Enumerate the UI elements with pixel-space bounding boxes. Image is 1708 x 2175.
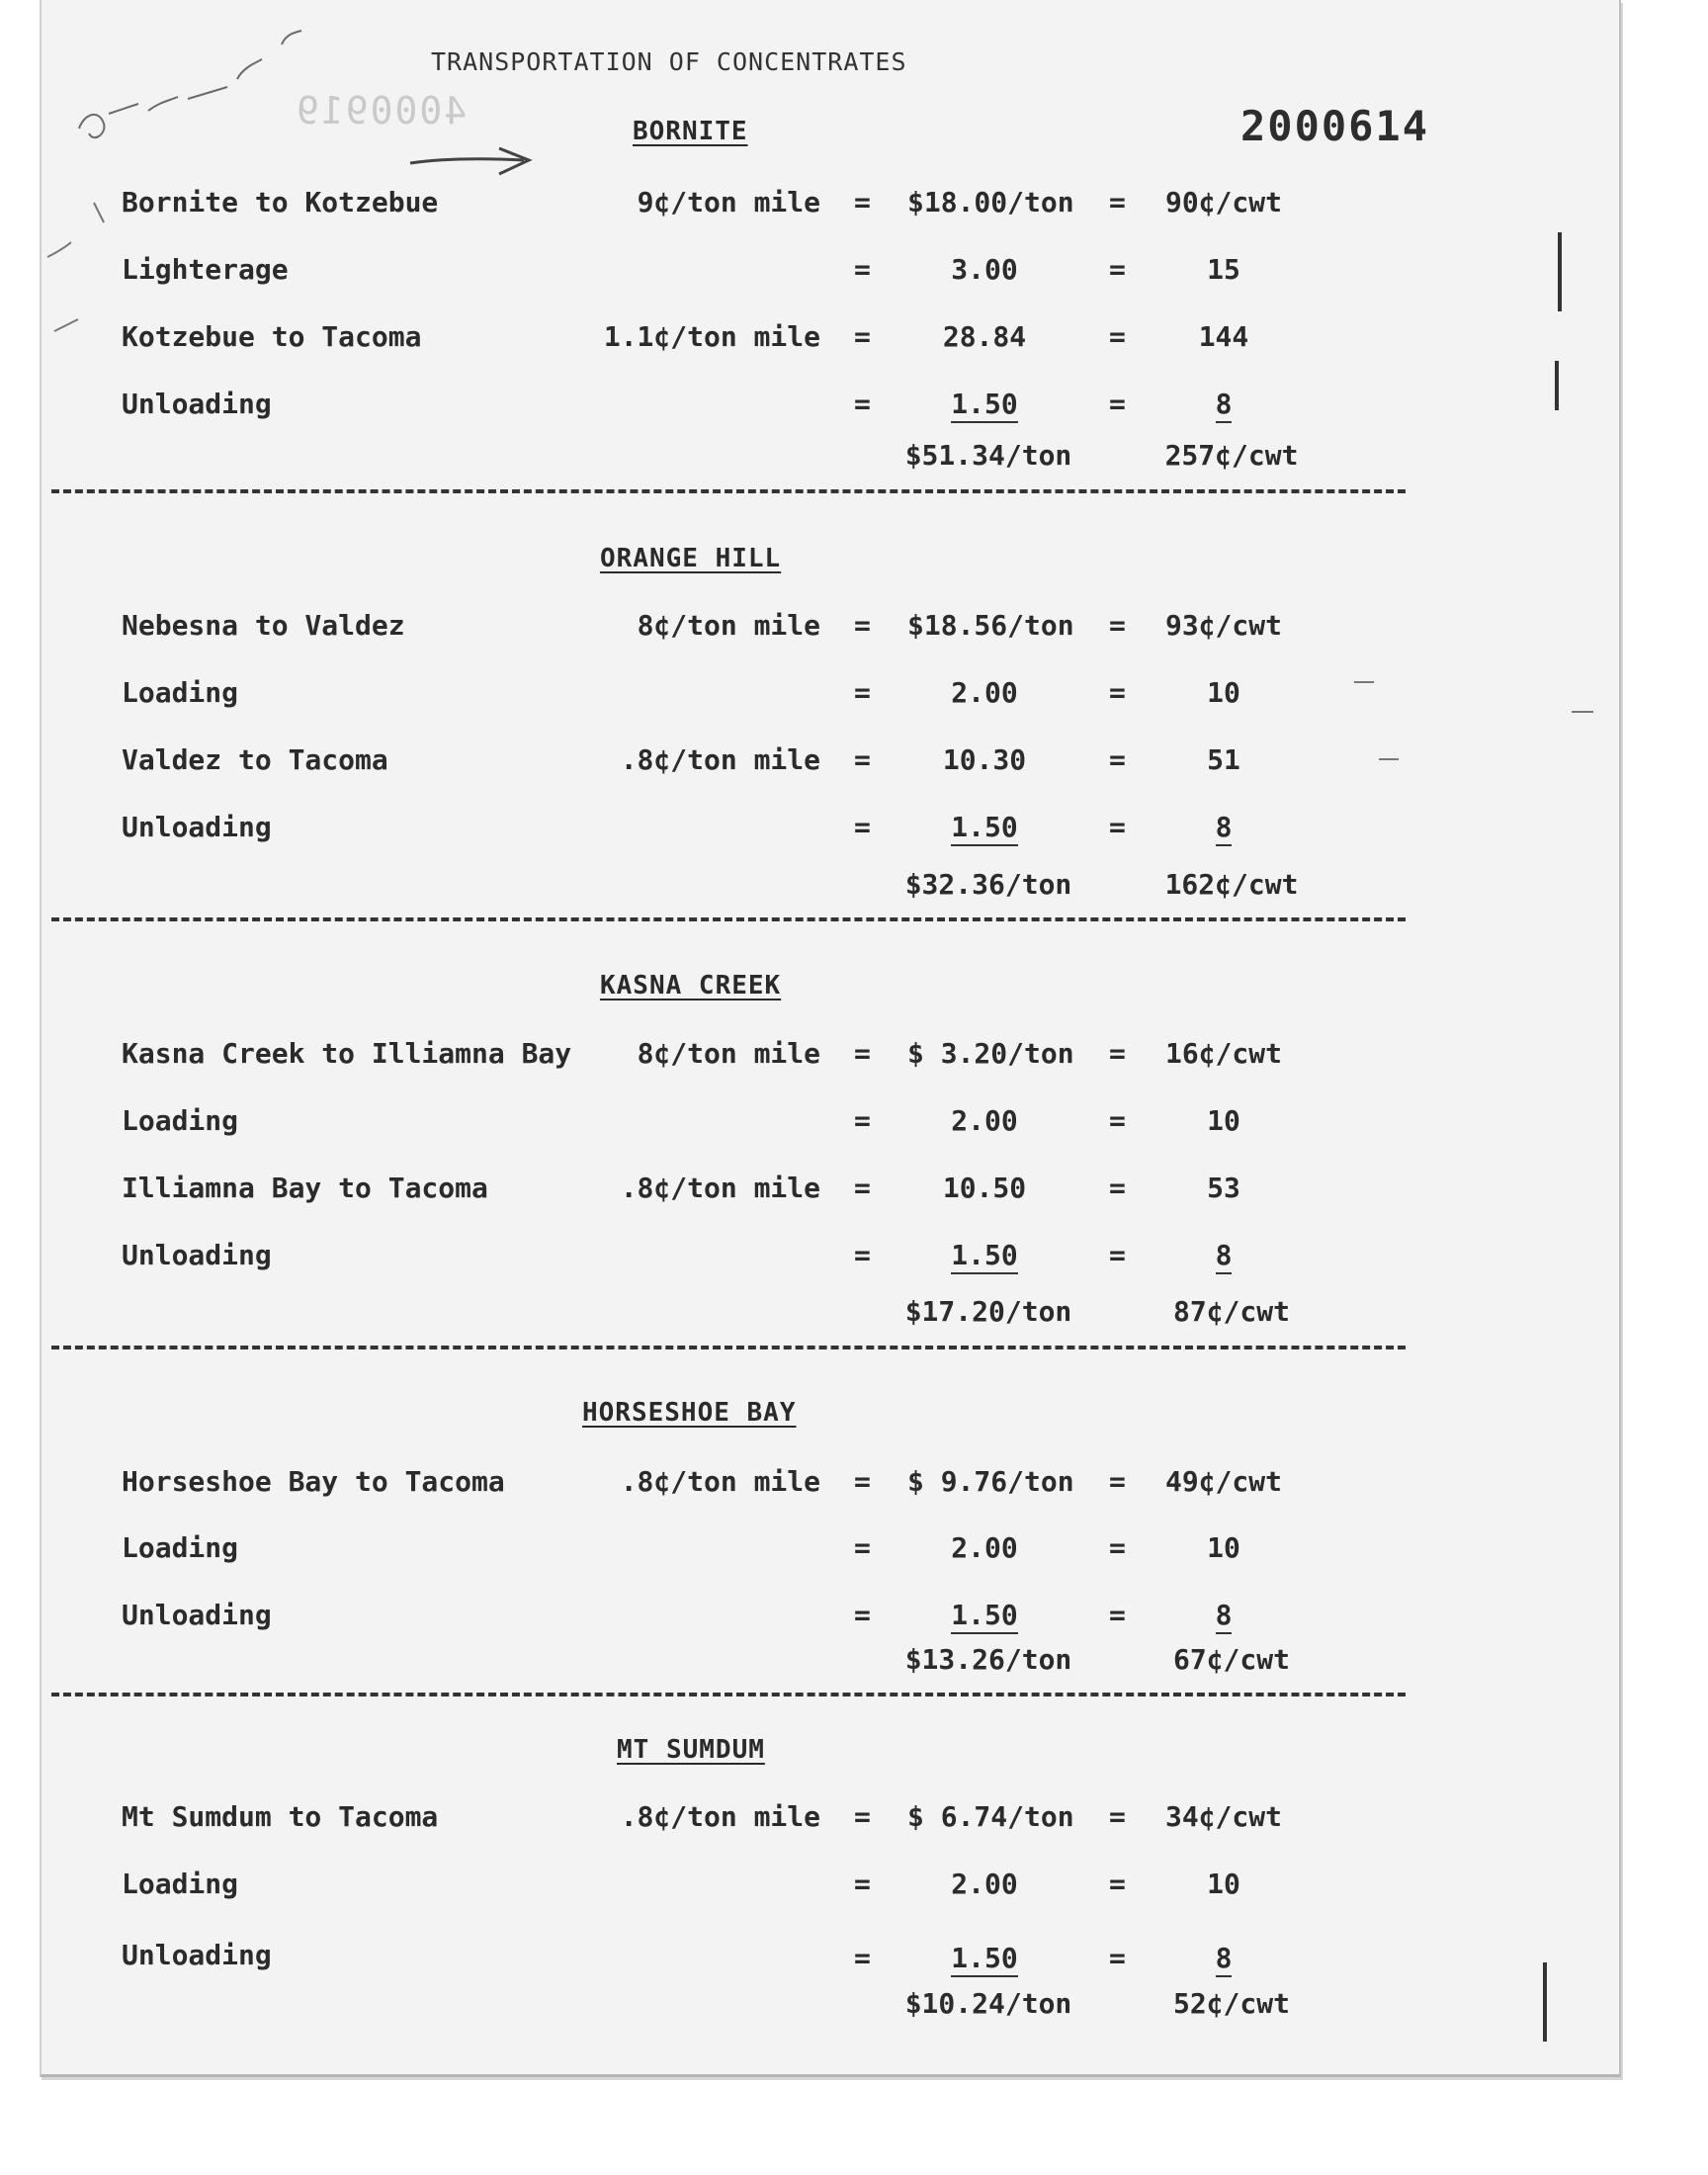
cwt-underlined: 8: [1216, 1239, 1233, 1274]
amount-value: [907, 1599, 1062, 1631]
cwt-value: 144: [1198, 320, 1249, 353]
rate-value: 1.1¢/ton mile: [603, 320, 820, 353]
amount-underlined: 1.50: [951, 1239, 1017, 1274]
total-cwt: 67¢/cwt: [1172, 1643, 1290, 1676]
equals-sign: =: [1109, 320, 1126, 353]
cwt-value: 10: [1207, 676, 1240, 709]
total-cwt: 52¢/cwt: [1172, 1987, 1290, 2020]
section-divider: [51, 917, 1406, 921]
amount-value: 2.00: [951, 676, 1018, 709]
cwt-value: 10: [1207, 1868, 1240, 1900]
document-title: TRANSPORTATION OF CONCENTRATES: [431, 47, 907, 76]
rate-value: 8¢/ton mile: [637, 1037, 820, 1070]
equals-sign: =: [1109, 1239, 1126, 1271]
amount-value: 2.00: [951, 1104, 1018, 1137]
cwt-value: [1162, 1942, 1285, 1974]
equals-sign: =: [1109, 253, 1126, 286]
equals-sign: =: [1109, 743, 1126, 776]
cwt-value: [1162, 1239, 1285, 1271]
cwt-value: 34¢/cwt: [1164, 1800, 1282, 1833]
route-label: Kasna Creek to Illiamna Bay: [122, 1037, 572, 1070]
section-title-horseshoe-bay: HORSESHOE BAY: [582, 1398, 797, 1428]
cwt-value: 15: [1207, 253, 1240, 286]
section-title-mt-sumdum: MT SUMDUM: [617, 1735, 765, 1765]
route-label: Bornite to Kotzebue: [122, 186, 439, 218]
equals-sign: =: [854, 1465, 871, 1498]
route-label: Loading: [122, 1104, 239, 1137]
cwt-value: 51: [1207, 743, 1240, 776]
section-title-bornite: BORNITE: [633, 117, 748, 146]
amount-value: $ 9.76/ton: [907, 1465, 1074, 1498]
route-label: Loading: [122, 1868, 239, 1900]
document-number: 2000614: [1240, 102, 1430, 150]
equals-sign: =: [854, 1599, 871, 1631]
route-label: Mt Sumdum to Tacoma: [122, 1800, 439, 1833]
amount-underlined: 1.50: [951, 1942, 1017, 1977]
total-amount: $13.26/ton: [904, 1643, 1072, 1676]
faded-stamp: 4000919: [295, 89, 468, 132]
cwt-value: [1162, 388, 1285, 420]
amount-value: 2.00: [951, 1531, 1018, 1564]
amount-value: $18.00/ton: [907, 186, 1074, 218]
equals-sign: =: [1109, 609, 1126, 642]
equals-sign: =: [854, 609, 871, 642]
cwt-value: 10: [1207, 1531, 1240, 1564]
route-label: Kotzebue to Tacoma: [122, 320, 422, 353]
equals-sign: =: [1109, 186, 1126, 218]
equals-sign: =: [1109, 1942, 1126, 1974]
equals-sign: =: [1109, 1465, 1126, 1498]
rate-value: .8¢/ton mile: [620, 1800, 820, 1833]
equals-sign: =: [1109, 1037, 1126, 1070]
route-label: Unloading: [122, 811, 272, 843]
total-amount: $10.24/ton: [904, 1987, 1072, 2020]
section-divider: [51, 1346, 1406, 1349]
equals-sign: =: [854, 186, 871, 218]
amount-underlined: 1.50: [951, 1599, 1017, 1634]
equals-sign: =: [1109, 1800, 1126, 1833]
amount-value: $ 3.20/ton: [907, 1037, 1074, 1070]
amount-value: $18.56/ton: [907, 609, 1074, 642]
section-divider: [51, 489, 1406, 493]
equals-sign: =: [854, 1800, 871, 1833]
equals-sign: =: [854, 253, 871, 286]
section-title-orange-hill: ORANGE HILL: [600, 544, 782, 573]
amount-value: $ 6.74/ton: [907, 1800, 1074, 1833]
route-label: Lighterage: [122, 253, 289, 286]
amount-value: [907, 811, 1062, 843]
equals-sign: =: [1109, 1104, 1126, 1137]
amount-value: 10.30: [942, 743, 1027, 776]
cwt-underlined: 8: [1216, 1599, 1233, 1634]
equals-sign: =: [854, 676, 871, 709]
amount-value: [907, 388, 1062, 420]
amount-value: [907, 1942, 1062, 1974]
total-amount: $17.20/ton: [904, 1295, 1072, 1328]
cwt-underlined: 8: [1216, 811, 1233, 846]
cwt-value: 90¢/cwt: [1164, 186, 1282, 218]
route-label: Unloading: [122, 1239, 272, 1271]
route-label: Loading: [122, 676, 239, 709]
route-label: Horseshoe Bay to Tacoma: [122, 1465, 505, 1498]
cwt-value: 53: [1207, 1172, 1240, 1204]
route-label: Illiamna Bay to Tacoma: [122, 1172, 488, 1204]
equals-sign: =: [1109, 1599, 1126, 1631]
amount-value: [907, 1239, 1062, 1271]
arrow-icon: [410, 159, 524, 163]
equals-sign: =: [854, 1037, 871, 1070]
equals-sign: =: [854, 1172, 871, 1204]
rate-value: 8¢/ton mile: [637, 609, 820, 642]
cwt-value: [1162, 1599, 1285, 1631]
equals-sign: =: [854, 1942, 871, 1974]
amount-underlined: 1.50: [951, 388, 1017, 423]
amount-value: 2.00: [951, 1868, 1018, 1900]
equals-sign: =: [1109, 388, 1126, 420]
total-amount: $51.34/ton: [904, 439, 1072, 472]
amount-value: 28.84: [942, 320, 1027, 353]
equals-sign: =: [854, 1104, 871, 1137]
equals-sign: =: [854, 320, 871, 353]
route-label: Loading: [122, 1531, 239, 1564]
route-label: Nebesna to Valdez: [122, 609, 405, 642]
cwt-value: 16¢/cwt: [1164, 1037, 1282, 1070]
equals-sign: =: [854, 388, 871, 420]
equals-sign: =: [854, 743, 871, 776]
route-label: Valdez to Tacoma: [122, 743, 388, 776]
route-label: Unloading: [122, 1939, 272, 1971]
route-label: Unloading: [122, 1599, 272, 1631]
equals-sign: =: [854, 1531, 871, 1564]
cwt-underlined: 8: [1216, 1942, 1233, 1977]
rate-value: .8¢/ton mile: [620, 1172, 820, 1204]
total-cwt: 87¢/cwt: [1172, 1295, 1290, 1328]
cwt-value: 10: [1207, 1104, 1240, 1137]
equals-sign: =: [854, 1868, 871, 1900]
amount-value: 10.50: [942, 1172, 1027, 1204]
equals-sign: =: [854, 1239, 871, 1271]
cwt-underlined: 8: [1216, 388, 1233, 423]
section-title-kasna-creek: KASNA CREEK: [600, 971, 782, 1000]
equals-sign: =: [1109, 676, 1126, 709]
equals-sign: =: [1109, 1868, 1126, 1900]
cwt-value: 49¢/cwt: [1164, 1465, 1282, 1498]
equals-sign: =: [854, 811, 871, 843]
section-divider: [51, 1693, 1406, 1696]
total-cwt: 257¢/cwt: [1164, 439, 1299, 472]
total-cwt: 162¢/cwt: [1164, 868, 1299, 901]
equals-sign: =: [1109, 1172, 1126, 1204]
total-amount: $32.36/ton: [904, 868, 1072, 901]
equals-sign: =: [1109, 1531, 1126, 1564]
rate-value: 9¢/ton mile: [637, 186, 820, 218]
cwt-value: [1162, 811, 1285, 843]
amount-underlined: 1.50: [951, 811, 1017, 846]
rate-value: .8¢/ton mile: [620, 1465, 820, 1498]
rate-value: .8¢/ton mile: [620, 743, 820, 776]
cwt-value: 93¢/cwt: [1164, 609, 1282, 642]
amount-value: 3.00: [951, 253, 1018, 286]
equals-sign: =: [1109, 811, 1126, 843]
route-label: Unloading: [122, 388, 272, 420]
